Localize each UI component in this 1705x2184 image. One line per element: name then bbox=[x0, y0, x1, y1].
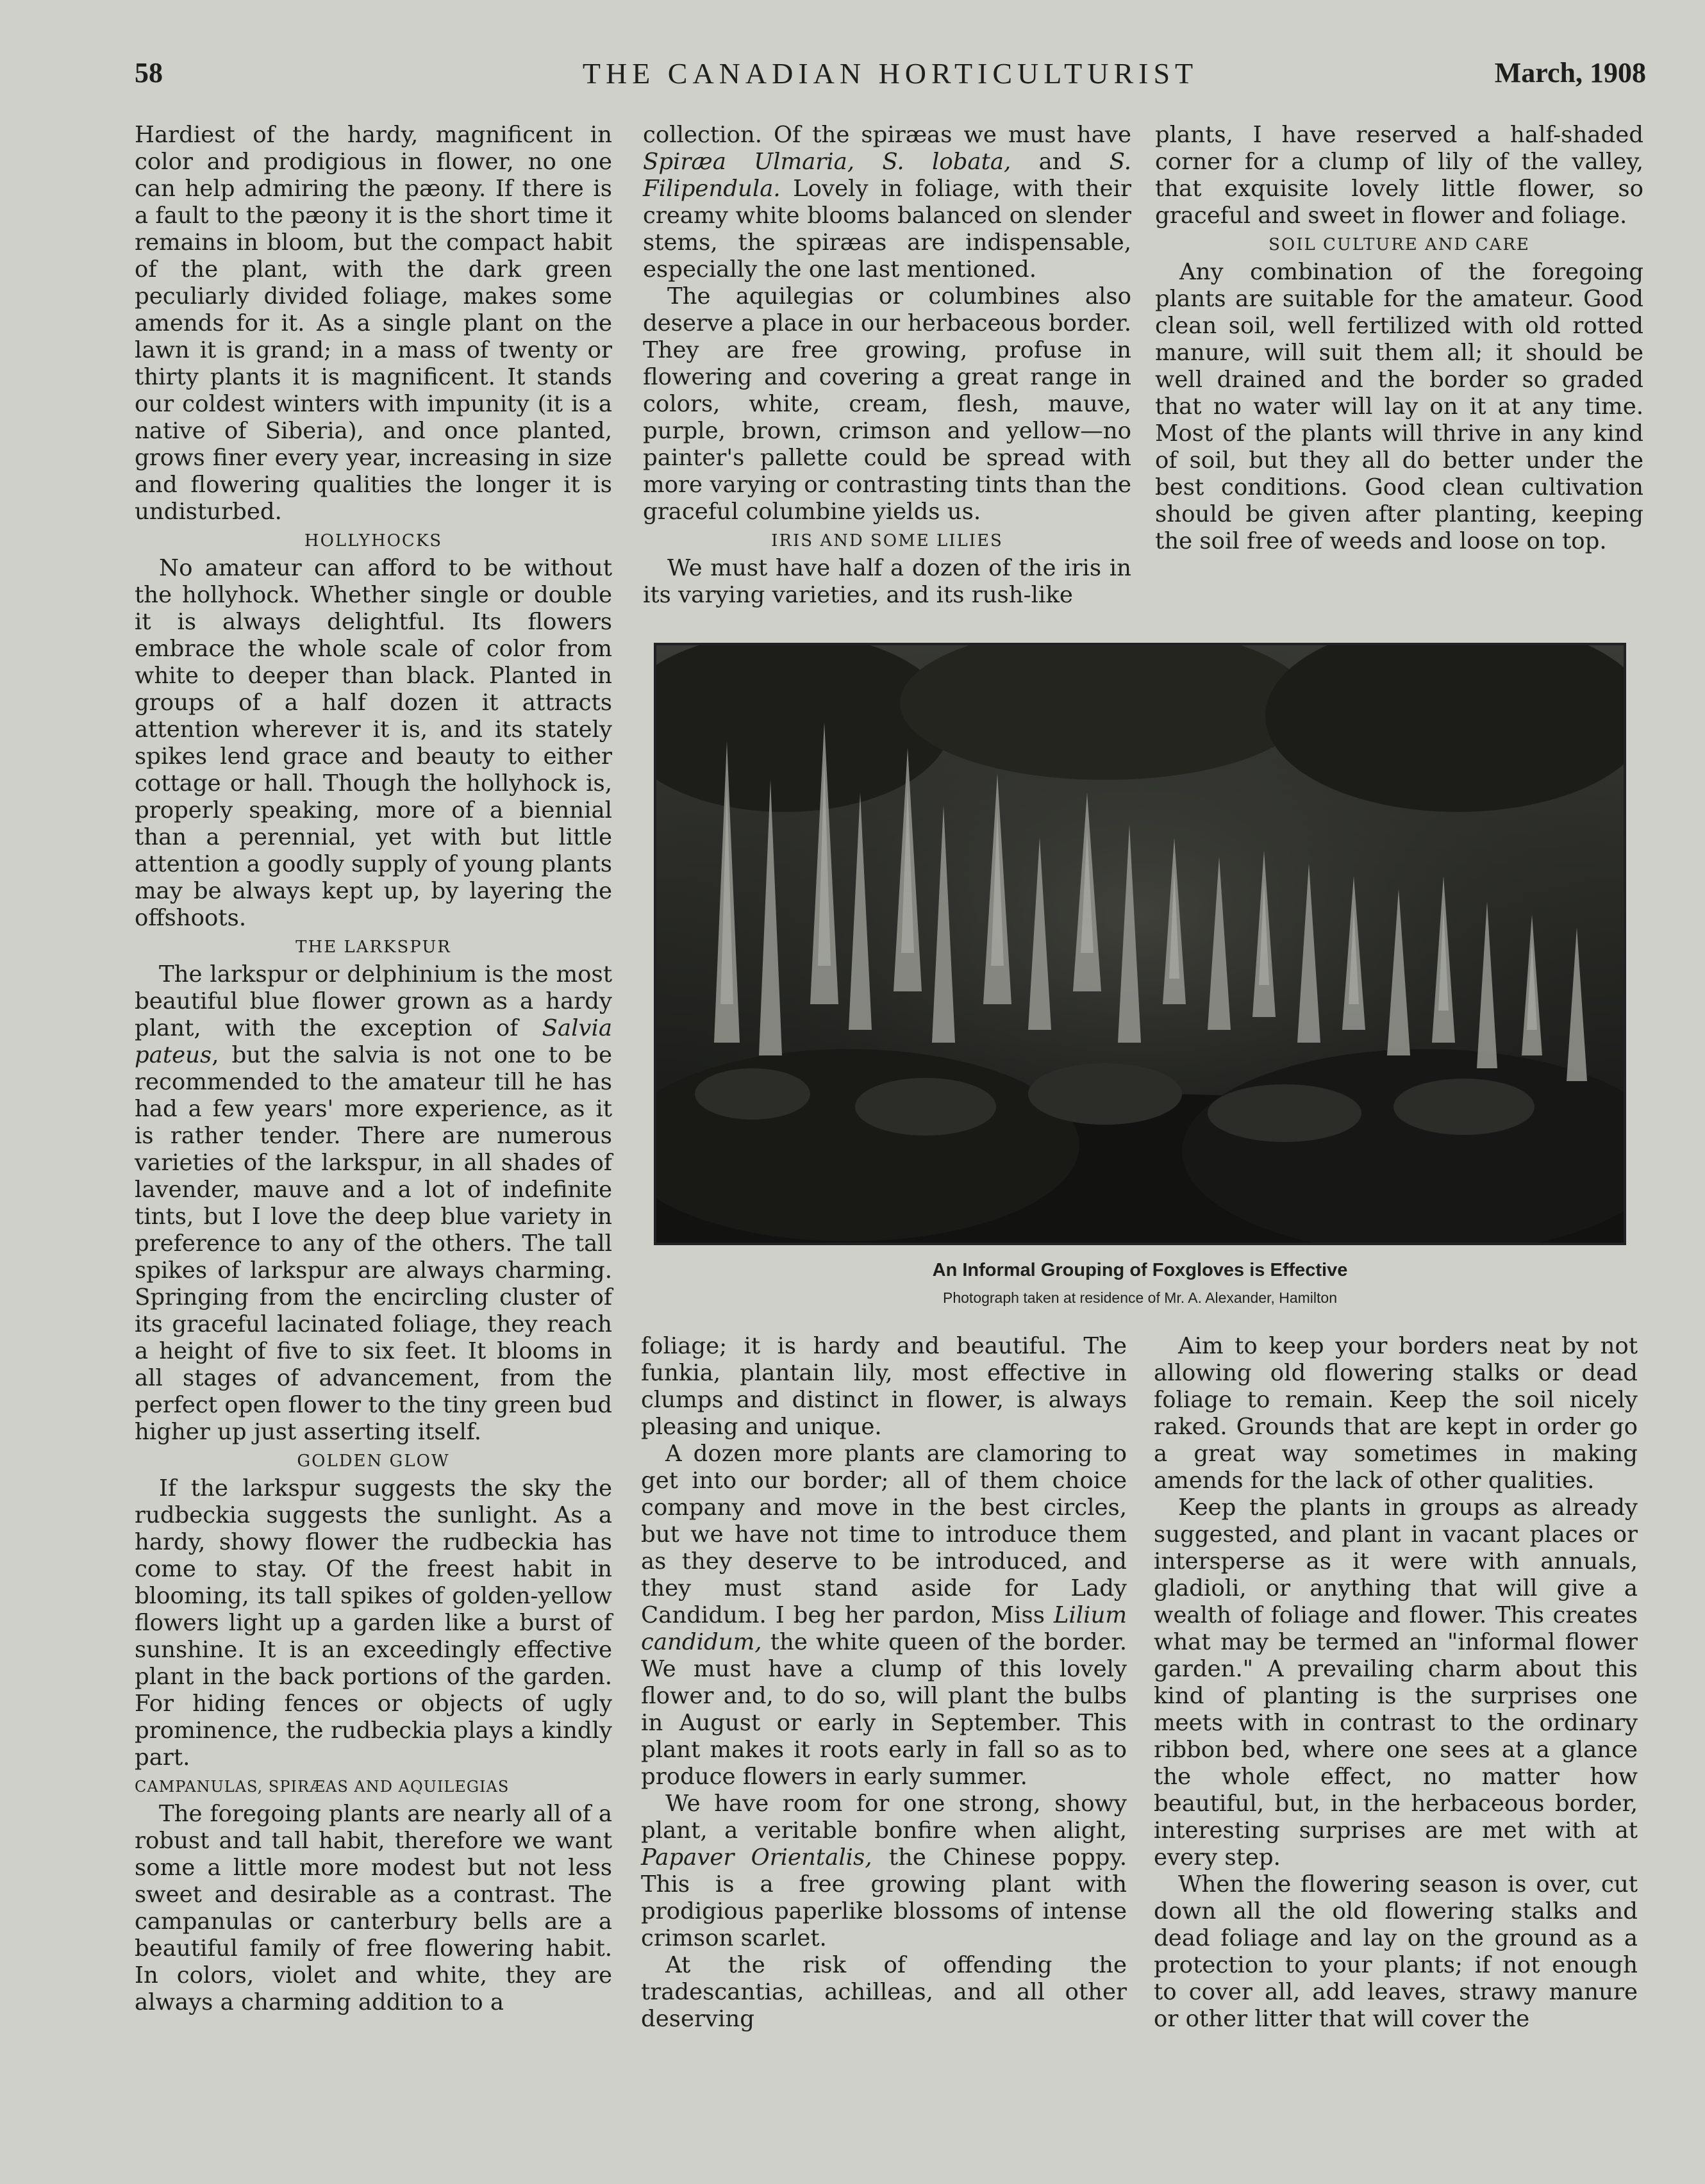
aquilegias-paragraph: The aquilegias or columbines also deserve a place in our herbaceous border. They are free growing, profuse in flowering and covering a great range in colors, white, cream, flesh, mauve, purple, brown, crimson and yellow—no painter's pallette could be spread with more varying or contrasting tints than the graceful columbine yields us. bbox=[643, 283, 1131, 525]
spiraeas-paragraph: collection. Of the spiræas we must have Spiræa Ulmaria, S. lobata, and S. Filipendula. Lovely in foliage, with their creamy white blooms balanced on slender stems, the spiræas are indispensable, especially the one last mentioned. bbox=[643, 122, 1132, 283]
page-number: 58 bbox=[135, 57, 163, 88]
issue-date: March, 1908 bbox=[1494, 57, 1646, 88]
heading-hollyhocks: HOLLYHOCKS bbox=[304, 531, 443, 550]
hollyhocks-paragraph: No amateur can afford to be without the hollyhock. Whether single or double it is always delightful. Its flowers embrace the whole scale of color from white to deeper than black. Planted in groups of a half dozen it attracts attention wherever it is, and its stately spikes lend grace and beauty to either cottage or hall. Though the hollyhock is, properly speaking, more of a biennial than a perennial, yet with but little attention a goodly supply of young plants may be always kept up, by layering the offshoots. bbox=[135, 555, 612, 931]
foxgloves-image bbox=[656, 645, 1624, 1243]
page-header bbox=[135, 56, 1646, 101]
poppy-paragraph: We have room for one strong, showy plant, a veritable bonfire when alight, Papaver Orientalis, the Chinese poppy. This is a free growing plant with prodigious paperlike blossoms of intense crimson scarlet. bbox=[641, 1791, 1127, 1951]
heading-larkspur: THE LARKSPUR bbox=[295, 938, 451, 957]
larkspur-paragraph: The larkspur or delphinium is the most beautiful blue flower grown as a hardy plant, with the exception of Salvia pateus, but the salvia is not one to be recommended to the amateur till he has had a few years' more experience, as it is rather tender. There are numerous varieties of the larkspur, in all shades of lavender, mauve and a lot of indefinite tints, but I love the deep blue variety in preference to any of the others. The tall spikes of larkspur are always charming. Springing from the encircling cluster of its graceful lacinated foliage, they reach a height of five to six feet. It blooms in all stages of advancement, from the perfect open flower to the tiny green bud higher up just asserting itself. bbox=[135, 961, 612, 1445]
column-2-upper bbox=[643, 122, 1131, 609]
soil-culture-paragraph: Any combination of the foregoing plants are suitable for the amateur. Good clean soil, well fertilized with old rotted manure, will suit them all; it should be well drained and the border so graded that no water will lay on it at any time. Most of the plants will thrive in any kind of soil, but they all do better under the best conditions. Good clean cultivation should be given after planting, keeping the soil free of weeds and loose on top. bbox=[1155, 259, 1643, 554]
foxgloves-photograph bbox=[654, 643, 1626, 1245]
heading-campanulas: CAMPANULAS, SPIRÆAS AND AQUILEGIAS bbox=[135, 1778, 510, 1796]
column-2-lower bbox=[641, 1333, 1127, 2033]
lily-valley-paragraph: plants, I have reserved a half-shaded corner for a clump of lily of the valley, that exquisite lovely little flower, so graceful and sweet in flower and foliage. bbox=[1155, 122, 1643, 229]
caption-title: An Informal Grouping of Foxgloves is Effective bbox=[932, 1260, 1348, 1280]
paeony-paragraph: Hardiest of the hardy, magnificent in color and prodigious in flower, no one can help admiring the pæony. If there is a fault to the pæony it is the short time it remains in bloom, but the compact habit of the plant, with the dark green peculiarly divided foliage, makes some amends for it. As a single plant on the lawn it is grand; in a mass of twenty or thirty plants it is magnificent. It stands our coldest winters with impunity (it is a native of Siberia), and once planted, grows finer every year, increasing in size and flowering qualities the longer it is undisturbed. bbox=[135, 122, 612, 525]
column-3-upper bbox=[1155, 122, 1643, 555]
column-3-lower bbox=[1154, 1333, 1638, 2033]
flowering-season-paragraph: When the flowering season is over, cut down all the old flowering stalks and dead foliage and lay on the ground as a protection to your plants; if not enough to cover all, add leaves, strawy manure or other litter that will cover the bbox=[1154, 1871, 1638, 2032]
heading-soil-culture: SOIL CULTURE AND CARE bbox=[1268, 235, 1530, 254]
heading-golden-glow: GOLDEN GLOW bbox=[297, 1452, 450, 1471]
lilium-paragraph: A dozen more plants are clamoring to get into our border; all of them choice company and move in the best circles, but we have not time to introduce them as they deserve to be introduced, and they must stand aside for Lady Candidum. I beg her pardon, Miss Lilium candidum, the white queen of the border. We must have a clump of this lovely flower and, to do so, will plant the bulbs in August or early in September. This plant makes it roots early in fall so as to produce flowers in early summer. bbox=[641, 1441, 1127, 1790]
funkia-paragraph: foliage; it is hardy and beautiful. The funkia, plantain lily, most effective in clumps and distinct in flower, is always pleasing and unique. bbox=[641, 1333, 1127, 1440]
borders-neat-paragraph: Aim to keep your borders neat by not allowing old flowering stalks or dead foliage to remain. Keep the soil nicely raked. Grounds that are kept in order go a great way sometimes in making amends for the lack of other qualities. bbox=[1154, 1333, 1638, 1494]
iris-paragraph: We must have half a dozen of the iris in its varying varieties, and its rush-like bbox=[643, 555, 1131, 608]
photo-caption bbox=[654, 1257, 1626, 1309]
golden-glow-paragraph: If the larkspur suggests the sky the rudbeckia suggests the sunlight. As a hardy, showy flower the rudbeckia has come to stay. Of the freest habit in blooming, its tall spikes of golden-yellow flowers light up a garden like a burst of sunshine. It is an exceedingly effective plant in the back portions of the garden. For hiding fences or objects of ugly prominence, the rudbeckia plays a kindly part. bbox=[135, 1475, 612, 1771]
campanulas-paragraph: The foregoing plants are nearly all of a robust and tall habit, therefore we want some a little more modest but not less sweet and desirable as a contrast. The campanulas or canterbury bells are a beautiful family of free flowering habit. In colors, violet and white, they are always a charming addition to a bbox=[135, 1801, 612, 2015]
journal-title: THE CANADIAN HORTICULTURIST bbox=[582, 57, 1199, 90]
column-1 bbox=[135, 122, 612, 2016]
heading-iris: IRIS AND SOME LILIES bbox=[771, 531, 1003, 550]
groups-paragraph: Keep the plants in groups as already suggested, and plant in vacant places or intersperse as it were with annuals, gladioli, or anything that will give a wealth of foliage and flower. This creates what may be termed an "informal flower garden." A prevailing charm about this kind of planting is the surprises one meets with in contrast to the ordinary ribbon bed, where one sees at a glance the whole effect, no matter how beautiful, but, in the herbaceous border, interesting surprises are met with at every step. bbox=[1154, 1494, 1638, 1871]
tradescantias-paragraph: At the risk of offending the tradescantias, achilleas, and all other deserving bbox=[641, 1952, 1127, 2032]
caption-credit: Photograph taken at residence of Mr. A. Alexander, Hamilton bbox=[943, 1289, 1337, 1306]
